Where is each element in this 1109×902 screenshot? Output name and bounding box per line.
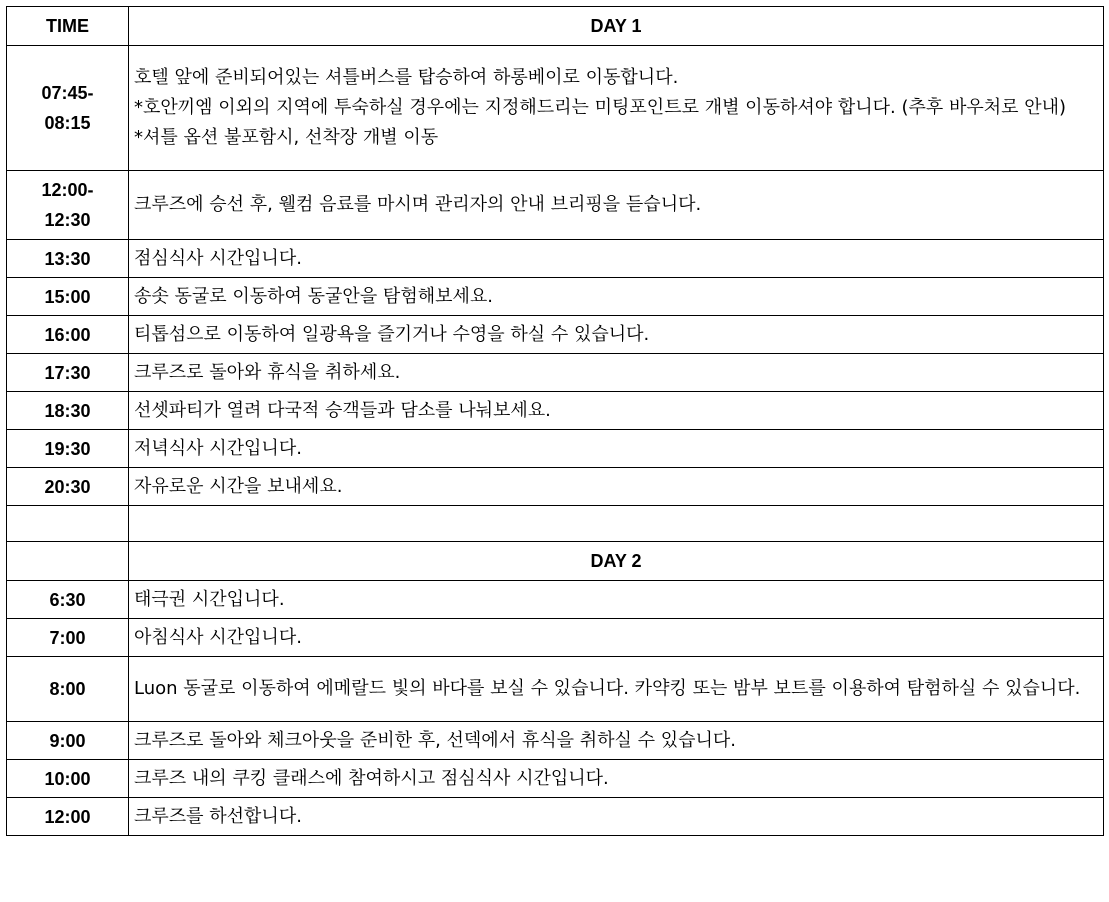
table-row (7, 760, 1104, 798)
time-cell (7, 46, 129, 171)
table-row (7, 798, 1104, 836)
day1-header: DAY 1 (129, 7, 1104, 46)
time-start: 12:00- (41, 180, 94, 200)
table-row (7, 316, 1104, 354)
description-cell: 저녁식사 시간입니다. (129, 430, 1104, 468)
time-end: 12:30 (44, 210, 91, 230)
description-cell (129, 46, 1104, 171)
description-line: *호안끼엠 이외의 지역에 투숙하실 경우에는 지정해드리는 미팅포인트로 개별 이동하셔야 합니다. (추후 바우처로 안내) (134, 97, 1067, 118)
time-cell: 16:00 (7, 316, 129, 354)
time-end: 08:15 (44, 113, 91, 133)
time-start: 07:45- (41, 83, 94, 103)
description-line: 호텔 앞에 준비되어있는 셔틀버스를 탑승하여 하롱베이로 이동합니다. (134, 67, 679, 88)
time-cell: 8:00 (7, 657, 129, 722)
description-cell: Luon 동굴로 이동하여 에메랄드 빛의 바다를 보실 수 있습니다. 카약킹 또는 밤부 보트를 이용하여 탐험하실 수 있습니다. (129, 657, 1104, 722)
empty-cell (7, 506, 129, 542)
time-cell: 10:00 (7, 760, 129, 798)
description-cell: 태극권 시간입니다. (129, 581, 1104, 619)
description-line: *셔틀 옵션 불포함시, 선착장 개별 이동 (134, 127, 439, 148)
table-row (7, 278, 1104, 316)
time-cell: 17:30 (7, 354, 129, 392)
table-row (7, 619, 1104, 657)
description-cell: 크루즈를 하선합니다. (129, 798, 1104, 836)
time-cell (7, 171, 129, 240)
description-cell: 송솟 동굴로 이동하여 동굴안을 탐험해보세요. (129, 278, 1104, 316)
table-row (7, 722, 1104, 760)
table-row (7, 240, 1104, 278)
time-column-header: TIME (7, 7, 129, 46)
time-cell: 20:30 (7, 468, 129, 506)
table-row (7, 468, 1104, 506)
time-cell: 18:30 (7, 392, 129, 430)
description-cell: 크루즈 내의 쿠킹 클래스에 참여하시고 점심식사 시간입니다. (129, 760, 1104, 798)
description-cell: 선셋파티가 열려 다국적 승객들과 담소를 나눠보세요. (129, 392, 1104, 430)
table-row (7, 171, 1104, 240)
empty-cell (7, 542, 129, 581)
time-cell: 12:00 (7, 798, 129, 836)
table-row (7, 430, 1104, 468)
time-cell: 19:30 (7, 430, 129, 468)
table-header-row (7, 7, 1104, 46)
spacer-row (7, 506, 1104, 542)
time-cell: 7:00 (7, 619, 129, 657)
description-cell: 점심식사 시간입니다. (129, 240, 1104, 278)
description-cell: 자유로운 시간을 보내세요. (129, 468, 1104, 506)
description-cell: 크루즈에 승선 후, 웰컴 음료를 마시며 관리자의 안내 브리핑을 듣습니다. (129, 171, 1104, 240)
empty-cell (129, 506, 1104, 542)
description-cell: 티톱섬으로 이동하여 일광욕을 즐기거나 수영을 하실 수 있습니다. (129, 316, 1104, 354)
itinerary-table (6, 6, 1104, 836)
table-row (7, 657, 1104, 722)
day2-header-row (7, 542, 1104, 581)
table-row (7, 581, 1104, 619)
time-cell: 13:30 (7, 240, 129, 278)
time-cell: 9:00 (7, 722, 129, 760)
description-cell: 크루즈로 돌아와 체크아웃을 준비한 후, 선덱에서 휴식을 취하실 수 있습니다. (129, 722, 1104, 760)
table-row (7, 392, 1104, 430)
description-cell: 크루즈로 돌아와 휴식을 취하세요. (129, 354, 1104, 392)
time-cell: 6:30 (7, 581, 129, 619)
description-cell: 아침식사 시간입니다. (129, 619, 1104, 657)
day2-header: DAY 2 (129, 542, 1104, 581)
time-cell: 15:00 (7, 278, 129, 316)
table-row (7, 354, 1104, 392)
table-row (7, 46, 1104, 171)
